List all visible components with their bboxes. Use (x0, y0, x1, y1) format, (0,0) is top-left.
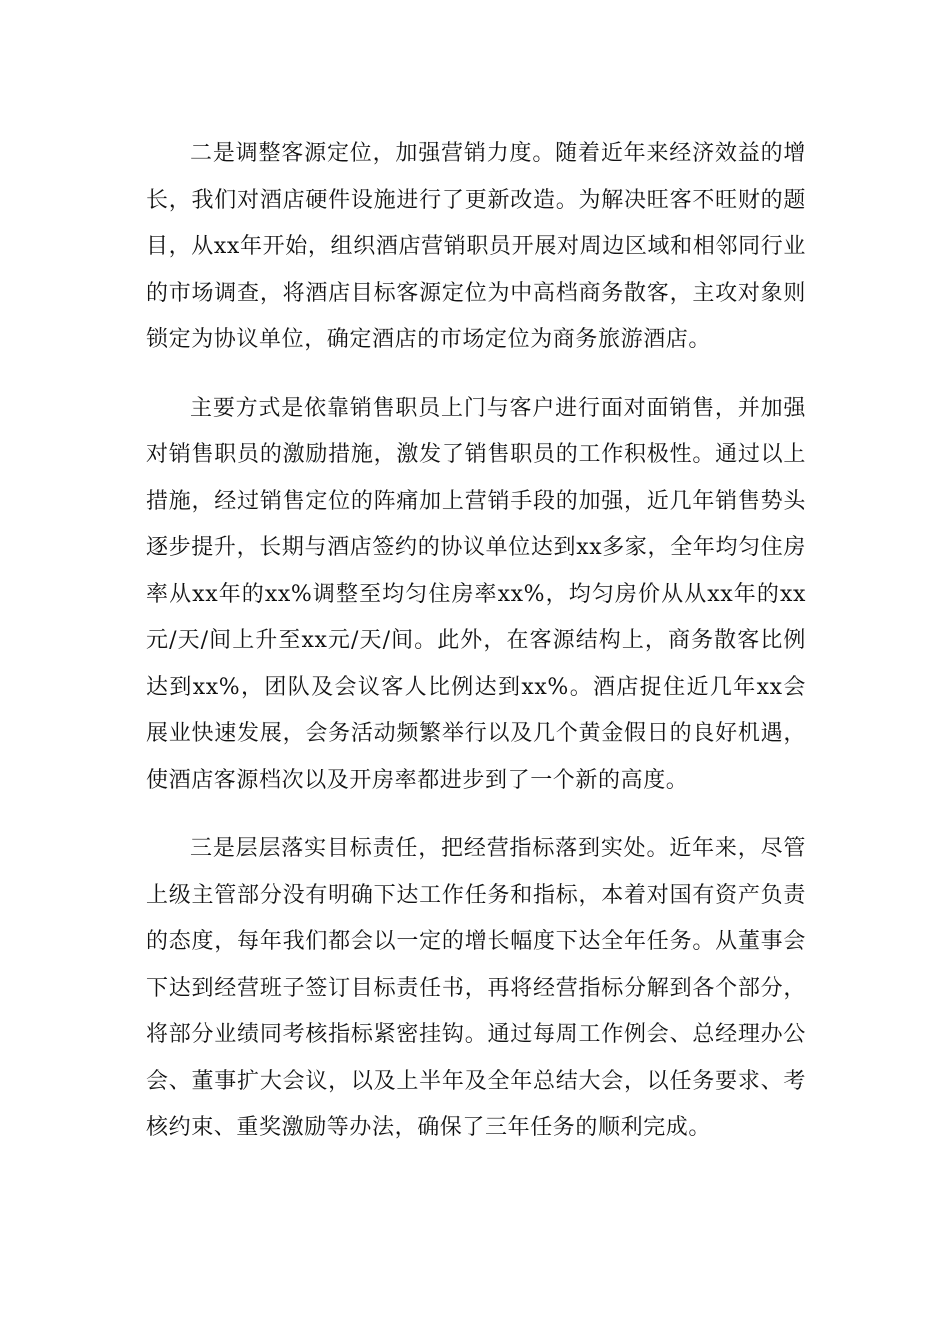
document-body (146, 131, 806, 1152)
paragraph-customer-positioning: 二是调整客源定位，加强营销力度。随着近年来经济效益的增长，我们对酒店硬件设施进行了更新改造。为解决旺客不旺财的题目，从xx年开始，组织酒店营销职员开展对周边区域和相邻同行业的市场调查，将酒店目标客源定位为中高档商务散客，主攻对象则锁定为协议单位，确定酒店的市场定位为商务旅游酒店。 (146, 141, 806, 352)
paragraph-target-responsibility: 三是层层落实目标责任，把经营指标落到实处。近年来，尽管上级主管部分没有明确下达工作任务和指标，本着对国有资产负责的态度，每年我们都会以一定的增长幅度下达全年任务。从董事会下达到经营班子签订目标责任书，再将经营指标分解到各个部分，将部分业绩同考核指标紧密挂钩。通过每周工作例会、总经理办公会、董事扩大会议，以及上半年及全年总结大会，以任务要求、考核约束、重奖激励等办法，确保了三年任务的顺利完成。 (146, 836, 806, 1140)
paragraph-sales-methods: 主要方式是依靠销售职员上门与客户进行面对面销售，并加强对销售职员的激励措施，激发了销售职员的工作积极性。通过以上措施，经过销售定位的阵痛加上营销手段的加强，近几年销售势头逐步提升，长期与酒店签约的协议单位达到xx多家，全年均匀住房率从xx年的xx%调整至均匀住房率xx%，均匀房价从从xx年的xx元/天/间上升至xx元/天/间。此外，在客源结构上，商务散客比例达到xx%，团队及会议客人比例达到xx%。酒店捉住近几年xx会展业快速发展，会务活动频繁举行以及几个黄金假日的良好机遇，使酒店客源档次以及开房率都进步到了一个新的高度。 (146, 395, 806, 793)
